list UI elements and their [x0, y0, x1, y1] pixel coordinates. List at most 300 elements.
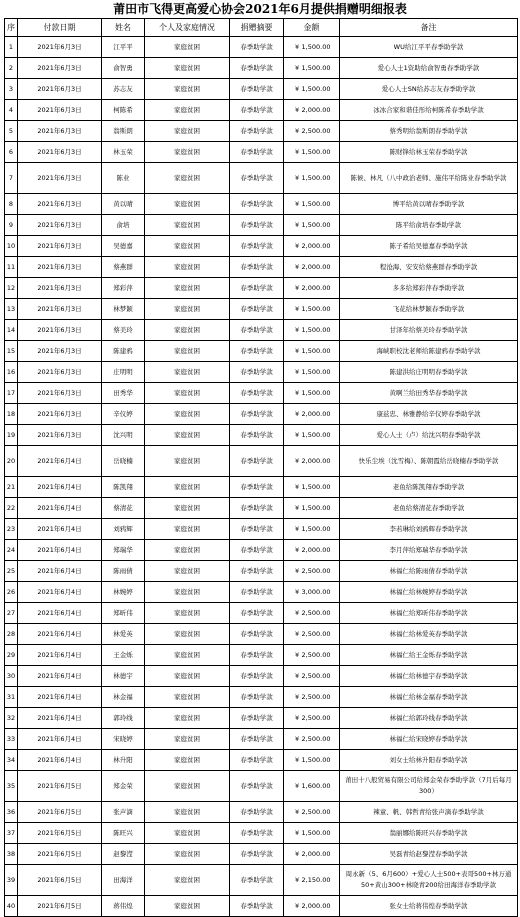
cell-situation: 家庭贫困: [145, 896, 230, 917]
cell-note: 辣童、帆、韩哲青给张声滴春季助学款: [340, 802, 518, 823]
amount-value: 1,500.00: [301, 63, 331, 72]
cell-amount: [284, 645, 340, 666]
cell-name: 庄明明: [102, 362, 145, 383]
cell-note: 林福仁给郑昕伟春季助学款: [340, 603, 518, 624]
cell-summary: 春季助学款: [230, 802, 284, 823]
currency-symbol: ¥: [294, 346, 300, 355]
cell-name: 林梦颖: [102, 299, 145, 320]
donation-table: [4, 18, 518, 917]
cell-date: 2021年6月3日: [18, 37, 102, 58]
cell-date: 2021年6月3日: [18, 58, 102, 79]
cell-note: 林福仁给宋晓婷春季助学款: [340, 729, 518, 750]
cell-seq: 3: [5, 79, 18, 100]
cell-seq: 14: [5, 320, 18, 341]
cell-situation: 家庭贫困: [145, 404, 230, 425]
cell-date: 2021年6月5日: [18, 802, 102, 823]
cell-date: 2021年6月3日: [18, 257, 102, 278]
cell-note: 爱心人士1资助给俞智勇春季助学款: [340, 58, 518, 79]
cell-note: 林福仁给林金福春季助学款: [340, 687, 518, 708]
cell-situation: 家庭贫困: [145, 582, 230, 603]
cell-situation: 家庭贫困: [145, 383, 230, 404]
currency-symbol: ¥: [294, 828, 300, 837]
cell-amount: [284, 79, 340, 100]
cell-seq: 15: [5, 341, 18, 362]
cell-summary: 春季助学款: [230, 194, 284, 215]
currency-symbol: ¥: [294, 608, 300, 617]
cell-situation: 家庭贫困: [145, 278, 230, 299]
cell-seq: 17: [5, 383, 18, 404]
cell-date: 2021年6月3日: [18, 383, 102, 404]
cell-seq: 10: [5, 236, 18, 257]
cell-summary: 春季助学款: [230, 163, 284, 194]
currency-symbol: ¥: [294, 42, 300, 51]
cell-date: 2021年6月4日: [18, 582, 102, 603]
table-row: [5, 582, 518, 603]
cell-summary: 春季助学款: [230, 687, 284, 708]
cell-summary: 春季助学款: [230, 37, 284, 58]
cell-situation: 家庭贫困: [145, 624, 230, 645]
cell-situation: 家庭贫困: [145, 477, 230, 498]
cell-situation: 家庭贫困: [145, 844, 230, 865]
cell-note: 李月萍给郑瑞华春季助学款: [340, 540, 518, 561]
currency-symbol: ¥: [294, 755, 300, 764]
cell-name: 王金烁: [102, 645, 145, 666]
cell-note: 爱心人士SN给苏志友春季助学款: [340, 79, 518, 100]
cell-situation: 家庭贫困: [145, 79, 230, 100]
currency-symbol: ¥: [294, 84, 300, 93]
cell-amount: [284, 362, 340, 383]
cell-seq: 20: [5, 446, 18, 477]
cell-name: 蔡燕群: [102, 257, 145, 278]
cell-name: 郑金荣: [102, 771, 145, 802]
cell-name: 郑昕伟: [102, 603, 145, 624]
cell-amount: [284, 299, 340, 320]
table-row: [5, 645, 518, 666]
cell-seq: 35: [5, 771, 18, 802]
cell-summary: 春季助学款: [230, 624, 284, 645]
cell-name: 苏志友: [102, 79, 145, 100]
cell-summary: 春季助学款: [230, 896, 284, 917]
cell-situation: 家庭贫困: [145, 865, 230, 896]
table-row: [5, 771, 518, 802]
cell-amount: [284, 236, 340, 257]
cell-date: 2021年6月5日: [18, 771, 102, 802]
cell-summary: 春季助学款: [230, 540, 284, 561]
cell-summary: 春季助学款: [230, 603, 284, 624]
cell-seq: 6: [5, 142, 18, 163]
cell-date: 2021年6月4日: [18, 624, 102, 645]
cell-note: 林福仁给林婉婷春季助学款: [340, 582, 518, 603]
currency-symbol: ¥: [294, 147, 300, 156]
cell-amount: [284, 624, 340, 645]
cell-amount: [284, 750, 340, 771]
cell-date: 2021年6月4日: [18, 750, 102, 771]
cell-summary: 春季助学款: [230, 121, 284, 142]
cell-name: 吴德嘉: [102, 236, 145, 257]
table-row: [5, 341, 518, 362]
cell-seq: 1: [5, 37, 18, 58]
cell-note: 快乐尘埃（沈雪梅）、陈朝霞给岳晓楠春季助学款: [340, 446, 518, 477]
cell-summary: 春季助学款: [230, 519, 284, 540]
cell-amount: [284, 865, 340, 896]
table-row: [5, 446, 518, 477]
currency-symbol: ¥: [294, 126, 300, 135]
cell-name: 田海洋: [102, 865, 145, 896]
cell-note: 周永新（5、6月600）+爱心人士500+表哥500+林万通50+黄山300+林晓青200给田海洋春季助学款: [340, 865, 518, 896]
cell-name: 宋晓婷: [102, 729, 145, 750]
cell-seq: 25: [5, 561, 18, 582]
cell-note: 老鱼给蔡清花春季助学款: [340, 498, 518, 519]
header-name: 姓名: [102, 19, 145, 37]
cell-date: 2021年6月5日: [18, 896, 102, 917]
cell-amount: [284, 37, 340, 58]
cell-amount: [284, 404, 340, 425]
currency-symbol: ¥: [294, 220, 300, 229]
cell-amount: [284, 341, 340, 362]
cell-name: 俞培: [102, 215, 145, 236]
cell-seq: 9: [5, 215, 18, 236]
cell-date: 2021年6月4日: [18, 446, 102, 477]
cell-summary: 春季助学款: [230, 142, 284, 163]
cell-situation: 家庭贫困: [145, 708, 230, 729]
cell-name: 林玉荣: [102, 142, 145, 163]
cell-note: 林福仁给郭玲线春季助学款: [340, 708, 518, 729]
cell-name: 辛仪婷: [102, 404, 145, 425]
cell-date: 2021年6月5日: [18, 865, 102, 896]
header-situation: 个人及家庭情况: [145, 19, 230, 37]
amount-value: 1,500.00: [301, 367, 331, 376]
table-row: [5, 708, 518, 729]
amount-value: 2,000.00: [301, 409, 331, 418]
amount-value: 1,500.00: [301, 346, 331, 355]
cell-date: 2021年6月3日: [18, 341, 102, 362]
cell-note: 黄啊兰给田秀华春季助学款: [340, 383, 518, 404]
table-row: [5, 257, 518, 278]
amount-value: 2,000.00: [301, 901, 331, 910]
cell-date: 2021年6月4日: [18, 498, 102, 519]
cell-seq: 7: [5, 163, 18, 194]
report-title: 莆田市飞得更高爱心协会2021年6月提供捐赠明细报表: [113, 2, 407, 16]
table-row: [5, 477, 518, 498]
cell-date: 2021年6月3日: [18, 194, 102, 215]
currency-symbol: ¥: [294, 849, 300, 858]
cell-note: 陈平给俞培春季助学款: [340, 215, 518, 236]
cell-situation: 家庭贫困: [145, 320, 230, 341]
cell-amount: [284, 561, 340, 582]
cell-situation: 家庭贫困: [145, 498, 230, 519]
amount-value: 1,500.00: [301, 430, 331, 439]
cell-seq: 37: [5, 823, 18, 844]
currency-symbol: ¥: [294, 671, 300, 680]
currency-symbol: ¥: [294, 262, 300, 271]
cell-situation: 家庭贫困: [145, 802, 230, 823]
cell-summary: 春季助学款: [230, 79, 284, 100]
amount-value: 1,500.00: [301, 173, 331, 182]
cell-date: 2021年6月4日: [18, 519, 102, 540]
currency-symbol: ¥: [294, 629, 300, 638]
table-row: [5, 603, 518, 624]
cell-name: 陈业: [102, 163, 145, 194]
table-row: [5, 121, 518, 142]
cell-amount: [284, 729, 340, 750]
cell-amount: [284, 121, 340, 142]
cell-seq: 40: [5, 896, 18, 917]
amount-value: 1,500.00: [301, 755, 331, 764]
cell-summary: 春季助学款: [230, 823, 284, 844]
cell-seq: 33: [5, 729, 18, 750]
cell-amount: [284, 100, 340, 121]
amount-value: 3,000.00: [301, 587, 331, 596]
amount-value: 1,500.00: [301, 503, 331, 512]
amount-value: 2,500.00: [301, 692, 331, 701]
table-row: [5, 823, 518, 844]
cell-note: 博平给黄以晴春季助学款: [340, 194, 518, 215]
cell-date: 2021年6月3日: [18, 79, 102, 100]
cell-amount: [284, 844, 340, 865]
cell-date: 2021年6月4日: [18, 603, 102, 624]
cell-name: 郑瑞华: [102, 540, 145, 561]
cell-situation: 家庭贫困: [145, 341, 230, 362]
cell-summary: 春季助学款: [230, 215, 284, 236]
amount-value: 2,000.00: [301, 105, 331, 114]
cell-seq: 13: [5, 299, 18, 320]
cell-note: 甘泽年给蔡美玲春季助学款: [340, 320, 518, 341]
cell-seq: 30: [5, 666, 18, 687]
cell-seq: 32: [5, 708, 18, 729]
cell-note: 吴磊青给赵黎滢春季助学款: [340, 844, 518, 865]
table-row: [5, 100, 518, 121]
cell-situation: 家庭贫困: [145, 163, 230, 194]
currency-symbol: ¥: [294, 430, 300, 439]
cell-note: 陈建洪给庄明明春季助学款: [340, 362, 518, 383]
cell-summary: 春季助学款: [230, 383, 284, 404]
currency-symbol: ¥: [294, 283, 300, 292]
cell-name: 柯陈希: [102, 100, 145, 121]
cell-date: 2021年6月3日: [18, 121, 102, 142]
cell-summary: 春季助学款: [230, 446, 284, 477]
amount-value: 2,150.00: [301, 875, 331, 884]
cell-date: 2021年6月3日: [18, 320, 102, 341]
cell-amount: [284, 215, 340, 236]
cell-seq: 31: [5, 687, 18, 708]
table-row: [5, 362, 518, 383]
cell-summary: 春季助学款: [230, 404, 284, 425]
cell-amount: [284, 823, 340, 844]
table-body: [5, 37, 518, 917]
cell-date: 2021年6月4日: [18, 666, 102, 687]
cell-name: 岳晓楠: [102, 446, 145, 477]
cell-amount: [284, 320, 340, 341]
table-row: [5, 687, 518, 708]
cell-summary: 春季助学款: [230, 58, 284, 79]
cell-name: 陈建鸦: [102, 341, 145, 362]
cell-amount: [284, 477, 340, 498]
header-date: 付款日期: [18, 19, 102, 37]
amount-value: 2,000.00: [301, 545, 331, 554]
cell-situation: 家庭贫困: [145, 215, 230, 236]
cell-summary: 春季助学款: [230, 341, 284, 362]
currency-symbol: ¥: [294, 650, 300, 659]
cell-seq: 36: [5, 802, 18, 823]
cell-seq: 22: [5, 498, 18, 519]
cell-date: 2021年6月4日: [18, 645, 102, 666]
cell-note: 冰冰合家和谐佳彤给柯陈希春季助学款: [340, 100, 518, 121]
cell-summary: 春季助学款: [230, 645, 284, 666]
cell-note: 刘女士给林升阳春季助学款: [340, 750, 518, 771]
cell-summary: 春季助学款: [230, 362, 284, 383]
cell-situation: 家庭贫困: [145, 121, 230, 142]
cell-name: 林升阳: [102, 750, 145, 771]
table-row: [5, 37, 518, 58]
cell-seq: 23: [5, 519, 18, 540]
cell-name: 蔡清花: [102, 498, 145, 519]
cell-situation: 家庭贫困: [145, 687, 230, 708]
amount-value: 2,500.00: [301, 566, 331, 575]
cell-amount: [284, 446, 340, 477]
table-row: [5, 404, 518, 425]
amount-value: 1,600.00: [301, 781, 331, 790]
cell-note: 林福仁给林爱英春季助学款: [340, 624, 518, 645]
table-row: [5, 299, 518, 320]
currency-symbol: ¥: [294, 807, 300, 816]
cell-note: 程沧海、安安给蔡燕群春季助学款: [340, 257, 518, 278]
cell-situation: 家庭贫困: [145, 561, 230, 582]
currency-symbol: ¥: [294, 105, 300, 114]
amount-value: 1,500.00: [301, 220, 331, 229]
currency-symbol: ¥: [294, 734, 300, 743]
cell-name: 陈凯翔: [102, 477, 145, 498]
table-row: [5, 865, 518, 896]
cell-situation: 家庭贫困: [145, 729, 230, 750]
amount-value: 2,500.00: [301, 126, 331, 135]
cell-date: 2021年6月3日: [18, 299, 102, 320]
cell-date: 2021年6月3日: [18, 215, 102, 236]
currency-symbol: ¥: [294, 325, 300, 334]
cell-seq: 21: [5, 477, 18, 498]
table-row: [5, 142, 518, 163]
cell-summary: 春季助学款: [230, 771, 284, 802]
cell-seq: 5: [5, 121, 18, 142]
cell-name: 沈兴明: [102, 425, 145, 446]
cell-date: 2021年6月3日: [18, 163, 102, 194]
cell-summary: 春季助学款: [230, 561, 284, 582]
table-row: [5, 79, 518, 100]
cell-amount: [284, 519, 340, 540]
amount-value: 2,500.00: [301, 807, 331, 816]
cell-name: 郑彩萍: [102, 278, 145, 299]
cell-name: 郭玲线: [102, 708, 145, 729]
cell-amount: [284, 582, 340, 603]
cell-seq: 27: [5, 603, 18, 624]
cell-situation: 家庭贫困: [145, 37, 230, 58]
currency-symbol: ¥: [294, 409, 300, 418]
cell-date: 2021年6月4日: [18, 561, 102, 582]
currency-symbol: ¥: [294, 63, 300, 72]
cell-seq: 4: [5, 100, 18, 121]
cell-name: 林婉婷: [102, 582, 145, 603]
amount-value: 1,500.00: [301, 199, 331, 208]
currency-symbol: ¥: [294, 901, 300, 910]
cell-seq: 38: [5, 844, 18, 865]
currency-symbol: ¥: [294, 482, 300, 491]
table-row: [5, 236, 518, 257]
cell-situation: 家庭贫困: [145, 362, 230, 383]
cell-situation: 家庭贫困: [145, 645, 230, 666]
cell-seq: 39: [5, 865, 18, 896]
amount-value: 2,000.00: [301, 456, 331, 465]
currency-symbol: ¥: [294, 304, 300, 313]
cell-seq: 8: [5, 194, 18, 215]
cell-note: WU给江平平春季助学款: [340, 37, 518, 58]
cell-note: 林福仁给林德宇春季助学款: [340, 666, 518, 687]
cell-date: 2021年6月3日: [18, 425, 102, 446]
cell-situation: 家庭贫困: [145, 425, 230, 446]
cell-date: 2021年6月4日: [18, 540, 102, 561]
cell-date: 2021年6月3日: [18, 100, 102, 121]
header-summary: 捐赠摘要: [230, 19, 284, 37]
table-row: [5, 896, 518, 917]
cell-name: 张声滴: [102, 802, 145, 823]
cell-situation: 家庭贫困: [145, 771, 230, 802]
cell-situation: 家庭贫困: [145, 603, 230, 624]
cell-situation: 家庭贫困: [145, 236, 230, 257]
table-row: [5, 498, 518, 519]
cell-name: 林金福: [102, 687, 145, 708]
amount-value: 2,500.00: [301, 671, 331, 680]
cell-seq: 34: [5, 750, 18, 771]
currency-symbol: ¥: [294, 587, 300, 596]
amount-value: 2,000.00: [301, 283, 331, 292]
cell-note: 蔡秀明给翁斯朗春季助学款: [340, 121, 518, 142]
cell-name: 林德宇: [102, 666, 145, 687]
cell-date: 2021年6月3日: [18, 278, 102, 299]
cell-amount: [284, 802, 340, 823]
cell-seq: 26: [5, 582, 18, 603]
cell-note: 陈子希给吴德嘉春季助学款: [340, 236, 518, 257]
cell-amount: [284, 383, 340, 404]
cell-summary: 春季助学款: [230, 865, 284, 896]
cell-note: 陈候、林凡（八中政治老师、施伟平给陈业春季助学款: [340, 163, 518, 194]
cell-name: 刘鸦辉: [102, 519, 145, 540]
cell-note: 老鱼给陈凯翔春季助学款: [340, 477, 518, 498]
cell-amount: [284, 278, 340, 299]
amount-value: 2,500.00: [301, 650, 331, 659]
amount-value: 1,500.00: [301, 147, 331, 156]
cell-situation: 家庭贫困: [145, 540, 230, 561]
currency-symbol: ¥: [294, 713, 300, 722]
cell-note: 爱心人士（卢）给沈兴明春季助学款: [340, 425, 518, 446]
cell-situation: 家庭贫困: [145, 58, 230, 79]
table-row: [5, 320, 518, 341]
cell-date: 2021年6月4日: [18, 708, 102, 729]
amount-value: 2,500.00: [301, 629, 331, 638]
cell-seq: 18: [5, 404, 18, 425]
currency-symbol: ¥: [294, 875, 300, 884]
amount-value: 2,000.00: [301, 262, 331, 271]
amount-value: 1,500.00: [301, 325, 331, 334]
currency-symbol: ¥: [294, 199, 300, 208]
cell-summary: 春季助学款: [230, 257, 284, 278]
cell-seq: 28: [5, 624, 18, 645]
cell-date: 2021年6月4日: [18, 477, 102, 498]
cell-date: 2021年6月5日: [18, 823, 102, 844]
currency-symbol: ¥: [294, 524, 300, 533]
cell-name: 翁斯朗: [102, 121, 145, 142]
table-row: [5, 163, 518, 194]
currency-symbol: ¥: [294, 388, 300, 397]
table-row: [5, 215, 518, 236]
cell-situation: 家庭贫困: [145, 142, 230, 163]
